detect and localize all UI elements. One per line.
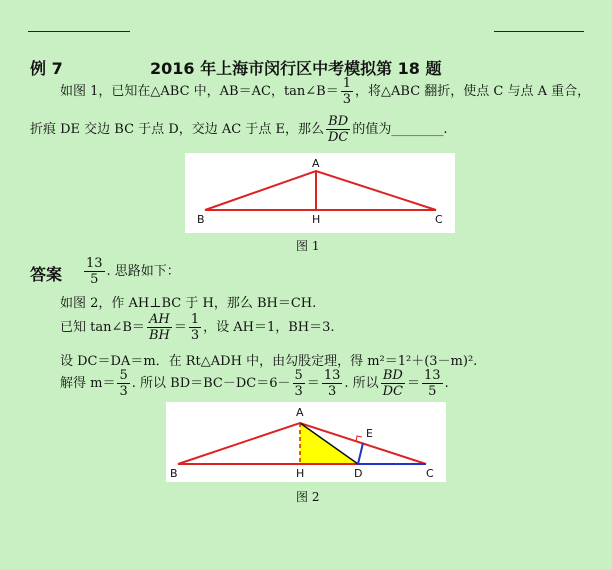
solution-step-2 bbox=[60, 312, 335, 343]
tan-fraction bbox=[341, 76, 353, 107]
answer-suffix: . 思路如下： bbox=[106, 264, 180, 279]
tan-fraction-num: 1 bbox=[342, 76, 352, 91]
ratio-num: BD bbox=[326, 114, 350, 130]
problem-line-2 bbox=[30, 114, 447, 145]
problem-line-1 bbox=[60, 76, 590, 107]
ratio-den: DC bbox=[327, 130, 349, 145]
step4-fraction-3 bbox=[322, 368, 343, 399]
tan-fraction-den: 3 bbox=[342, 92, 352, 107]
step4-f3-den: 3 bbox=[327, 384, 337, 399]
step2-f1-den: BH bbox=[148, 328, 170, 343]
label-b: B bbox=[170, 467, 178, 480]
label-c: C bbox=[426, 467, 434, 480]
step2-f2-num: 1 bbox=[190, 312, 200, 327]
answer-label: 答案 bbox=[30, 265, 63, 284]
ratio-fraction bbox=[326, 114, 350, 145]
fold-line-de bbox=[358, 443, 363, 464]
figure-1-caption: 图 1 bbox=[296, 239, 320, 253]
step4-f4-den: DC bbox=[382, 384, 403, 399]
step4-fraction-5 bbox=[422, 368, 443, 399]
problem-text-1b: ，将△ABC 翻折，使点 C 与点 A 重合， bbox=[355, 84, 591, 99]
step2-f2-den: 3 bbox=[190, 328, 200, 343]
label-a: A bbox=[312, 157, 320, 170]
label-c: C bbox=[435, 213, 443, 226]
step4-f2-num: 5 bbox=[294, 368, 303, 383]
label-a: A bbox=[296, 406, 304, 419]
step4-eq-1: ＝ bbox=[306, 376, 320, 391]
label-h: H bbox=[312, 213, 321, 226]
answer-den: 5 bbox=[90, 272, 99, 287]
figure-2 bbox=[166, 402, 446, 482]
triangle-abc bbox=[205, 171, 436, 210]
label-e: E bbox=[366, 427, 373, 440]
problem-text-2b: 的值为________. bbox=[352, 122, 448, 137]
solution-step-1: 如图 2，作 AH⊥BC 于 H，那么 BH＝CH. bbox=[60, 296, 317, 311]
step4-f1-num: 5 bbox=[119, 368, 128, 383]
step4-f2-den: 3 bbox=[294, 384, 303, 399]
label-h: H bbox=[296, 467, 305, 480]
step4-fraction-2 bbox=[293, 368, 305, 399]
step4-f5-den: 5 bbox=[428, 384, 437, 399]
step4-eq-2: ＝ bbox=[407, 376, 421, 391]
step4-text-d: . bbox=[444, 376, 449, 391]
top-rule-right bbox=[494, 31, 584, 32]
step4-fraction-1 bbox=[117, 368, 129, 399]
solution-step-4 bbox=[60, 368, 449, 399]
label-b: B bbox=[197, 213, 205, 226]
problem-title: 2016 年上海市闵行区中考模拟第 18 题 bbox=[150, 59, 442, 78]
step4-f3-num: 13 bbox=[323, 368, 341, 383]
step4-text-c: . 所以 bbox=[344, 376, 379, 391]
step2-text-b: ，设 AH＝1，BH＝3. bbox=[203, 320, 335, 335]
figure-2-svg bbox=[166, 402, 446, 482]
step4-fraction-4 bbox=[381, 368, 405, 399]
step2-eq: ＝ bbox=[173, 320, 187, 335]
answer-value bbox=[82, 256, 180, 287]
problem-text-1a: 如图 1，已知在△ABC 中，AB＝AC，tan∠B＝ bbox=[60, 84, 339, 99]
answer-num: 13 bbox=[86, 256, 103, 271]
step2-f1-num: AH bbox=[147, 312, 172, 328]
step2-fraction-1 bbox=[147, 312, 172, 343]
step4-f1-den: 3 bbox=[119, 384, 128, 399]
step4-text-b: . 所以 BD＝BC－DC＝6－ bbox=[131, 376, 291, 391]
example-number: 例 7 bbox=[30, 59, 63, 78]
label-d: D bbox=[354, 467, 363, 480]
step4-f5-num: 13 bbox=[424, 368, 441, 383]
step4-f4-num: BD bbox=[381, 368, 405, 384]
figure-1-svg bbox=[185, 153, 455, 233]
solution-step-3: 设 DC＝DA＝m．在 Rt△ADH 中，由勾股定理，得 m²＝1²＋(3－m)². bbox=[60, 354, 478, 369]
problem-text-2a: 折痕 DE 交边 BC 于点 D，交边 AC 于点 E，那么 bbox=[30, 122, 324, 137]
right-angle-marker bbox=[356, 436, 362, 441]
figure-1 bbox=[185, 153, 455, 233]
answer-fraction bbox=[84, 256, 105, 287]
figure-2-caption: 图 2 bbox=[296, 490, 320, 504]
step2-fraction-2 bbox=[189, 312, 201, 343]
top-rule-left bbox=[28, 31, 130, 32]
step2-text-a: 已知 tan∠B＝ bbox=[60, 320, 145, 335]
step4-text-a: 解得 m＝ bbox=[60, 376, 116, 391]
